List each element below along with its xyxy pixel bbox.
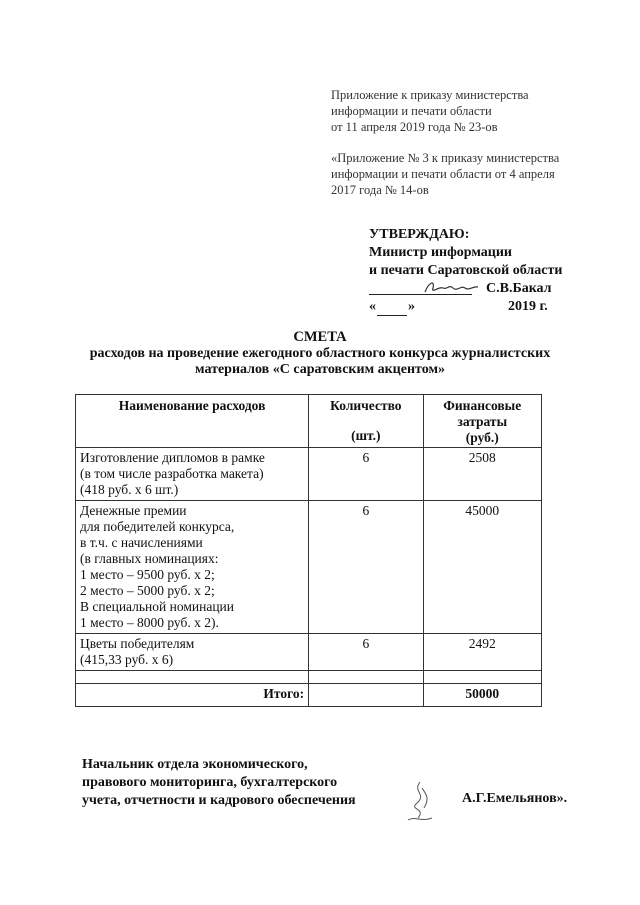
table-total-row <box>76 684 542 707</box>
head-signature-icon <box>402 778 438 826</box>
expense-name-cell <box>76 634 309 671</box>
table-spacer-row <box>76 671 542 684</box>
cost-cell: 2508 <box>423 448 541 501</box>
expense-name-line: (в главных номинациях: <box>80 551 219 566</box>
total-label: Итого: <box>76 684 309 707</box>
header-quantity <box>309 395 423 448</box>
expense-name-line: В специальной номинации <box>80 599 234 614</box>
table-header-row <box>76 395 542 448</box>
appendix-note-line: Приложение к приказу министерства <box>331 88 529 102</box>
minister-signature-icon <box>421 276 481 298</box>
footer-signer-name: А.Г.Емельянов». <box>462 791 568 806</box>
expense-name-cell <box>76 501 309 634</box>
expense-name-cell <box>76 448 309 501</box>
footer-position-line: учета, отчетности и кадрового обеспечения <box>82 793 356 808</box>
expense-name-line: для победителей конкурса, <box>80 519 235 534</box>
quantity-cell: 6 <box>309 634 423 671</box>
appendix-note-line: от 11 апреля 2019 года № 23-ов <box>331 120 498 134</box>
approval-year: 2019 г. <box>508 299 548 314</box>
cost-cell: 2492 <box>423 634 541 671</box>
header-cost-label-wrap <box>424 398 541 446</box>
spacer-cell <box>76 671 309 684</box>
footer-position-line: правового мониторинга, бухгалтерского <box>82 775 338 790</box>
appendix-note-line: информации и печати области <box>331 104 492 118</box>
footer-position <box>82 756 356 810</box>
header-expense-name <box>76 395 309 448</box>
expense-name-line: 1 место – 8000 руб. х 2). <box>80 615 219 630</box>
minister-name: С.В.Бакал <box>486 281 552 296</box>
prior-appendix-note <box>331 150 559 198</box>
approval-heading: УТВЕРЖДАЮ: <box>369 227 470 242</box>
spacer-cell <box>423 671 541 684</box>
header-expense-name-label: Наименование расходов <box>118 398 266 413</box>
header-cost-unit: (руб.) <box>465 430 499 445</box>
expense-name-line: в т.ч. с начислениями <box>80 535 203 550</box>
prior-appendix-note-line: 2017 года № 14-ов <box>331 183 429 197</box>
header-cost <box>423 395 541 448</box>
date-open-quote: « <box>369 299 376 314</box>
approval-block <box>369 226 562 316</box>
table-row <box>76 501 542 634</box>
footer-position-line: Начальник отдела экономического, <box>82 757 308 772</box>
expense-name-line: Денежные премии <box>80 503 187 518</box>
quantity-cell: 6 <box>309 501 423 634</box>
header-quantity-label: Количество <box>330 398 402 413</box>
document-subtitle: расходов на проведение ежегодного областного конкурса журналистских <box>89 346 551 361</box>
spacer-cell <box>309 671 423 684</box>
expense-name-line: (418 руб. х 6 шт.) <box>80 482 179 497</box>
expense-name-line: Цветы победителям <box>80 636 195 651</box>
expense-name-line: 2 место – 5000 руб. х 2; <box>80 583 215 598</box>
header-cost-label: Финансовые <box>443 398 522 413</box>
total-empty-cell <box>309 684 423 707</box>
document-subtitle: материалов «С саратовским акцентом» <box>195 362 445 377</box>
total-value: 50000 <box>423 684 541 707</box>
prior-appendix-note-line: «Приложение № 3 к приказу министерства <box>331 151 560 165</box>
approval-date <box>369 298 415 316</box>
approval-date-row <box>369 298 562 316</box>
expense-name-line: 1 место – 9500 руб. х 2; <box>80 567 215 582</box>
table-row <box>76 448 542 501</box>
header-quantity-unit: (шт.) <box>351 428 381 443</box>
document-title: СМЕТА <box>293 329 347 345</box>
date-close-quote: » <box>408 299 415 314</box>
approval-position-line: и печати Саратовской области <box>369 263 563 278</box>
quantity-cell: 6 <box>309 448 423 501</box>
expense-name-line: Изготовление дипломов в рамке <box>80 450 265 465</box>
approval-signature-row <box>369 280 562 298</box>
prior-appendix-note-line: информации и печати области от 4 апреля <box>331 167 555 181</box>
expense-table <box>75 394 542 707</box>
date-blank-line <box>377 303 407 316</box>
expense-name-line: (415,33 руб. х 6) <box>80 652 174 667</box>
expense-name-line: (в том числе разработка макета) <box>80 466 264 481</box>
approval-position-line: Министр информации <box>369 245 512 260</box>
header-cost-label: затраты <box>457 414 508 429</box>
appendix-note <box>331 87 529 135</box>
table-row <box>76 634 542 671</box>
cost-cell: 45000 <box>423 501 541 634</box>
